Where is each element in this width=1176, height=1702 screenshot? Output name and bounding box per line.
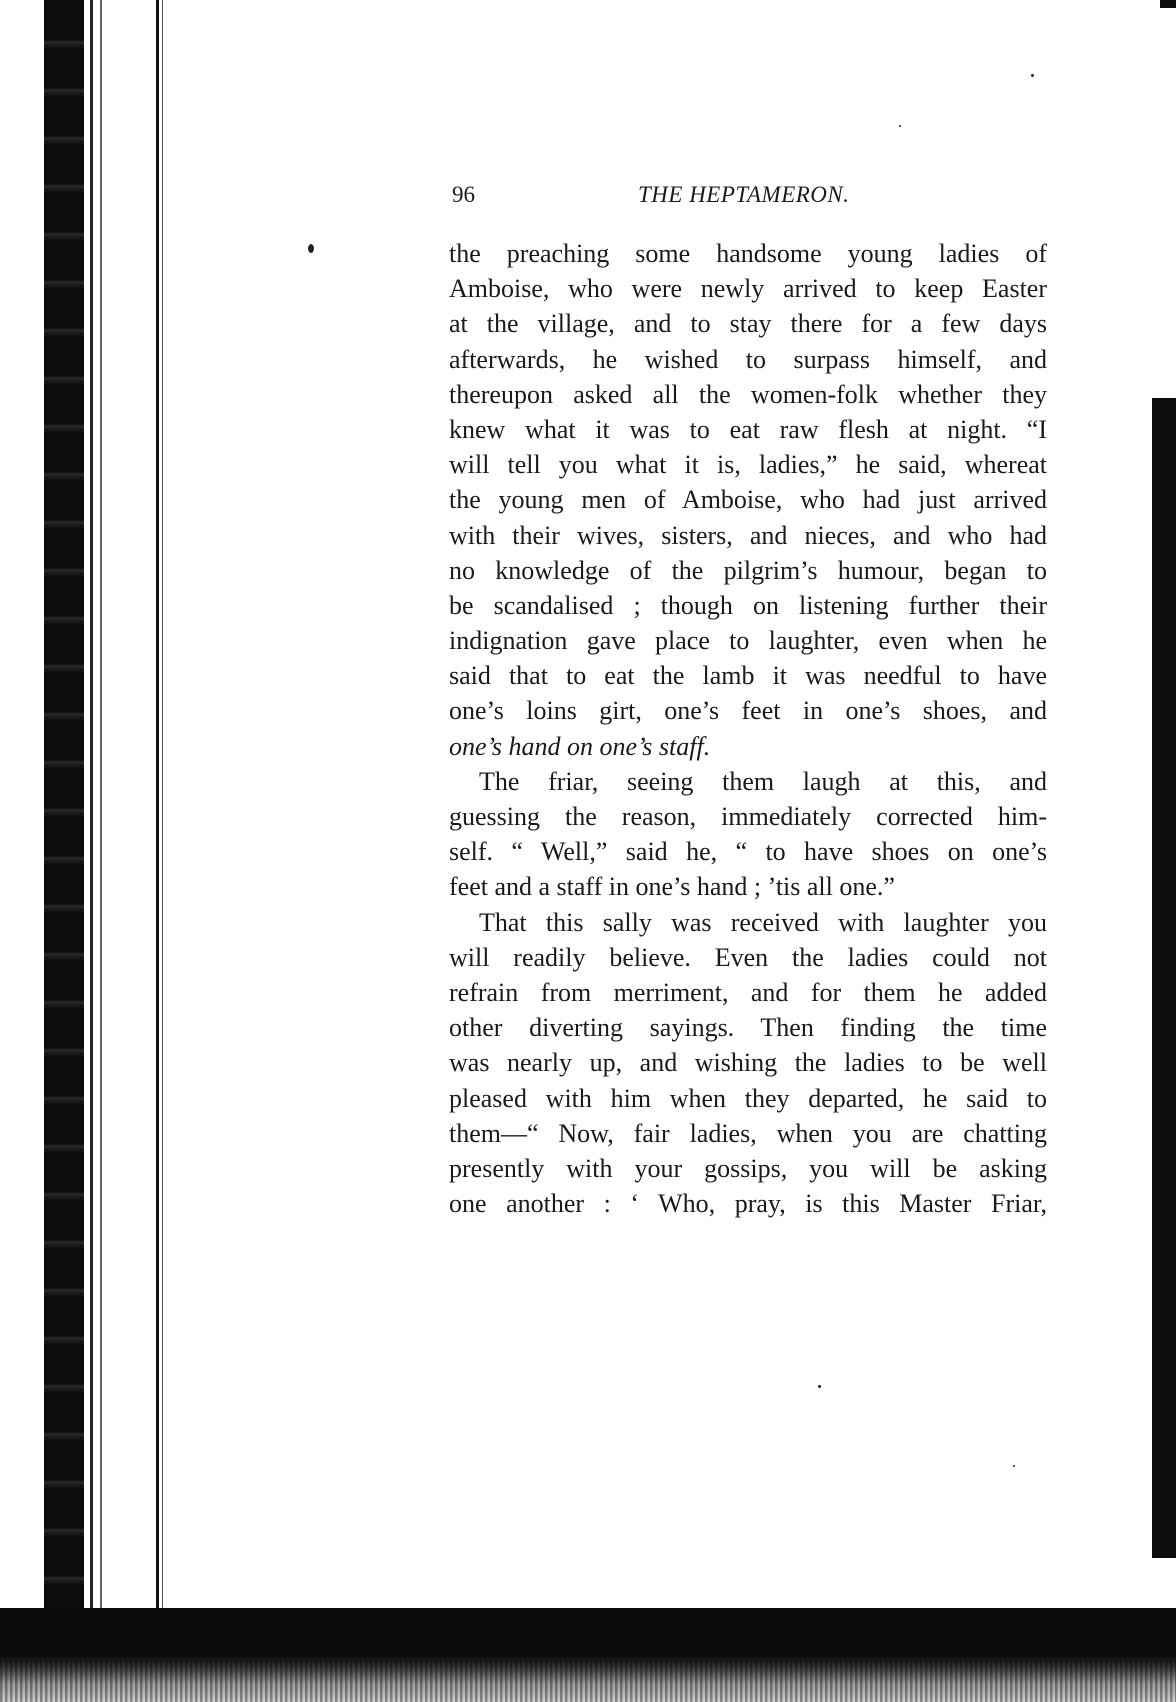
text-line: was nearly up, and wishing the ladies to be well xyxy=(449,1048,1047,1078)
scan-speck xyxy=(1031,74,1034,77)
text-line: thereupon asked all the women-folk whether they xyxy=(449,379,1047,409)
text-line: presently with your gossips, you will be asking xyxy=(449,1153,1047,1183)
text-line: be scandalised ; though on listening further their xyxy=(449,590,1047,620)
text-line: said that to eat the lamb it was needful to have xyxy=(449,661,1047,691)
text-line: with their wives, sisters, and nieces, and who had xyxy=(449,520,1047,550)
paragraph-start: That this sally was received with laughter you xyxy=(479,907,1047,937)
body-text xyxy=(449,236,1047,1221)
page-edge-line xyxy=(162,0,163,1640)
text-line: at the village, and to stay there for a few days xyxy=(449,309,1047,339)
right-edge-shadow xyxy=(1152,398,1176,1558)
bottom-edge-texture xyxy=(0,1660,1176,1702)
page-edge-line xyxy=(156,0,159,1640)
text-line: Amboise, who were newly arrived to keep Easter xyxy=(449,274,1047,304)
text-line: refrain from merriment, and for them he added xyxy=(449,977,1047,1007)
text-line: will tell you what it is, ladies,” he said, whereat xyxy=(449,450,1047,480)
scan-speck xyxy=(818,1385,821,1388)
text-line: the preaching some handsome young ladies of xyxy=(449,239,1047,268)
text-line: them—“ Now, fair ladies, when you are chatting xyxy=(449,1118,1047,1148)
scan-speck xyxy=(1013,1465,1015,1467)
gutter-line xyxy=(90,0,93,1610)
right-edge-shadow xyxy=(1160,0,1176,8)
page-number: 96 xyxy=(452,182,475,207)
book-gutter-shadow xyxy=(44,0,84,1620)
scan-speck xyxy=(899,125,901,127)
page-header xyxy=(452,182,1048,216)
text-line: other diverting sayings. Then finding the time xyxy=(449,1013,1047,1043)
text-line: no knowledge of the pilgrim’s humour, began to xyxy=(449,555,1047,585)
text-line-italic-end: one’s hand on one’s staff. xyxy=(449,731,711,761)
text-line: will readily believe. Even the ladies could not xyxy=(449,942,1047,972)
text-line: pleased with him when they departed, he said to xyxy=(449,1083,1047,1113)
scan-speck xyxy=(308,244,314,253)
paragraph-start: The friar, seeing them laugh at this, and xyxy=(479,766,1047,796)
gutter-line xyxy=(100,0,102,1610)
text-line: feet and a staff in one’s hand ; ’tis all one.” xyxy=(449,872,895,902)
text-line: one another : ‘ Who, pray, is this Master Friar, xyxy=(449,1189,1047,1219)
text-line: one’s loins girt, one’s feet in one’s shoes, and xyxy=(449,696,1047,726)
text-line: knew what it was to eat raw flesh at night. “I xyxy=(449,414,1047,444)
text-line: the young men of Amboise, who had just arrived xyxy=(449,485,1047,515)
text-line: self. “ Well,” said he, “ to have shoes on one’s xyxy=(449,837,1047,867)
text-line: afterwards, he wished to surpass himself, and xyxy=(449,344,1047,374)
text-line: indignation gave place to laughter, even when he xyxy=(449,626,1047,656)
running-title: THE HEPTAMERON. xyxy=(638,182,850,207)
text-line: guessing the reason, immediately corrected him- xyxy=(449,802,1047,831)
